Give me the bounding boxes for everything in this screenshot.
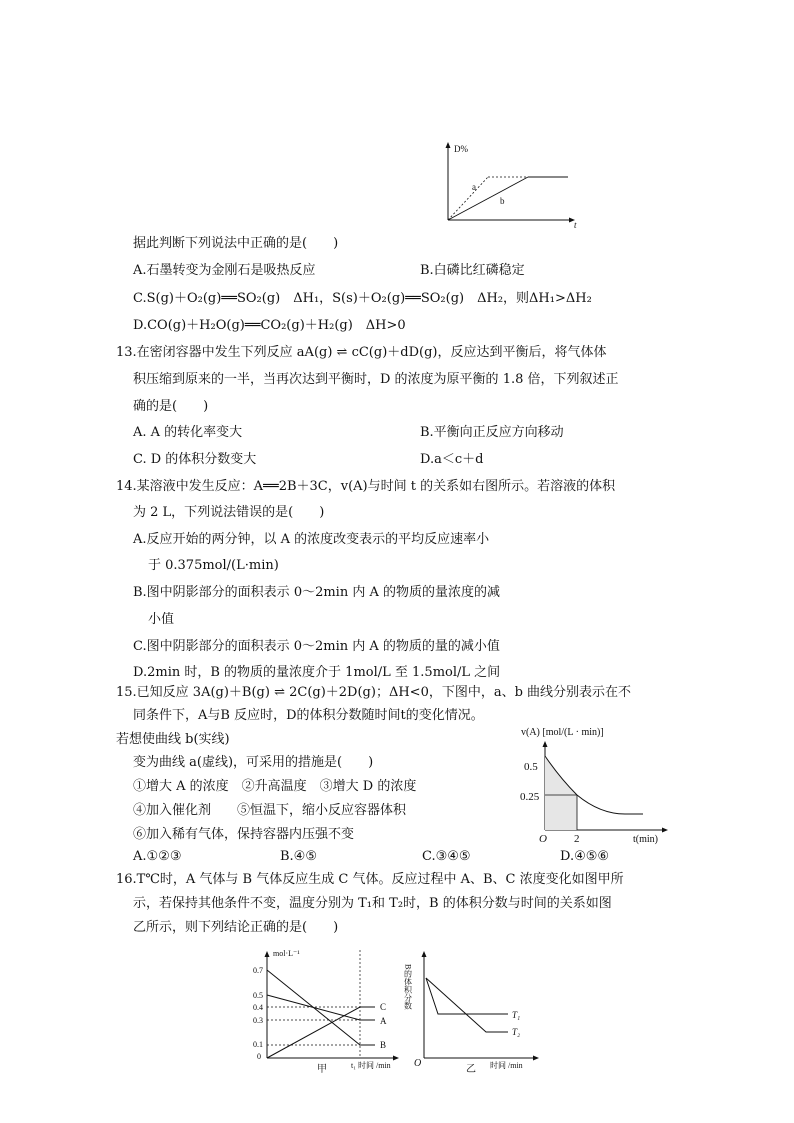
- d-percent-xlabel: t: [574, 220, 577, 230]
- curve-b: [448, 177, 528, 220]
- figure-rate-vs-time: [515, 722, 673, 846]
- q12-option-a: A.石墨转变为金刚石是吸热反应: [133, 263, 316, 278]
- q14-option-a-1: A.反应开始的两分钟，以 A 的浓度改变表示的平均反应速率小: [133, 532, 490, 547]
- figure-d-percent: [440, 140, 580, 230]
- q14-stem-2: 为 2 L，下列说法错误的是( ): [133, 505, 325, 520]
- q12-option-c: C.S(g)＋O₂(g)══SO₂(g) ΔH₁，S(s)＋O₂(g)══SO₂(g) ΔH₂，则ΔH₁>ΔH₂: [133, 291, 592, 306]
- jia-label-a: A: [380, 1016, 387, 1026]
- q12-option-d: D.CO(g)＋H₂O(g)══CO₂(g)＋H₂(g) ΔH>0: [133, 318, 406, 333]
- q15-choice-row-2: ④加入催化剂 ⑤恒温下，缩小反应容器体积: [133, 803, 407, 818]
- rate-xlabel: t(min): [633, 834, 658, 845]
- q15-choice-row-1: ①增大 A 的浓度 ②升高温度 ③增大 D 的浓度: [133, 779, 417, 794]
- q15-option-a: A.①②③: [133, 849, 182, 864]
- jia-tick-04: 0.4: [253, 1003, 263, 1012]
- jia-tick-03: 0.3: [253, 1016, 263, 1025]
- q14-option-d: D.2min 时，B 的物质的量浓度介于 1mol/L 至 1.5mol/L 之间: [133, 665, 501, 680]
- rate-tick-05: 0.5: [524, 761, 538, 773]
- q13-option-b: B.平衡向正反应方向移动: [420, 425, 564, 440]
- curve-a-label: a: [472, 182, 476, 192]
- q15-choice-row-3: ⑥加入稀有气体，保持容器内压强不变: [133, 827, 355, 842]
- q14-option-b-2: 小值: [148, 612, 175, 627]
- jia-tick-0: 0: [257, 1052, 261, 1061]
- yi-curve-t1: [426, 978, 508, 1014]
- q13-option-c: C. D 的体积分数变大: [133, 452, 257, 467]
- q14-option-a-2: 于 0.375mol/(L·min): [148, 558, 279, 573]
- q12-option-b: B.白磷比红磷稳定: [420, 263, 525, 278]
- yi-origin: O: [414, 1058, 422, 1069]
- d-percent-ylabel: D%: [454, 144, 468, 154]
- curve-a: [448, 177, 488, 220]
- q15-option-b: B.④⑤: [280, 849, 317, 864]
- yi-curve-t2: [426, 978, 508, 1032]
- jia-tick-01: 0.1: [253, 1040, 263, 1049]
- q13-stem-2: 积压缩到原来的一半，当再次达到平衡时，D 的浓度为原平衡的 1.8 倍，下列叙述正: [133, 372, 619, 387]
- yi-label-t1: T₁: [512, 1010, 521, 1020]
- q15-stem-4: 变为曲线 a(虚线)，可采用的措施是( ): [133, 755, 374, 770]
- q12-prompt: 据此判断下列说法中正确的是( ): [133, 236, 339, 251]
- q13-stem-3: 确的是( ): [133, 399, 209, 414]
- rate-origin: O: [539, 833, 547, 845]
- jia-xlabel: t₁ 时间 /min: [351, 1061, 391, 1070]
- jia-label-c: C: [380, 1002, 387, 1012]
- q16-stem-1: 16.T℃时，A 气体与 B 气体反应生成 C 气体。反应过程中 A、B、C 浓度变化如图甲所: [116, 872, 624, 887]
- figure-jia-concentration: [253, 942, 405, 1074]
- jia-tick-07: 0.7: [253, 966, 263, 975]
- q13-stem-1: 13.在密闭容器中发生下列反应 aA(g) ⇌ cC(g)＋dD(g)，反应达到平衡后，将气体体: [116, 345, 607, 360]
- q14-option-b-1: B.图中阴影部分的面积表示 0～2min 内 A 的物质的量浓度的减: [133, 585, 501, 600]
- q15-option-d: D.④⑤⑥: [560, 849, 610, 864]
- q13-option-a: A. A 的转化率变大: [133, 425, 243, 440]
- jia-ylabel: mol·L⁻¹: [273, 949, 300, 958]
- q16-stem-3: 乙所示，则下列结论正确的是( ): [133, 920, 339, 935]
- jia-curve-c: [267, 1007, 375, 1058]
- jia-label-b: B: [380, 1040, 387, 1050]
- q14-stem-1: 14.某溶液中发生反应：A══2B＋3C，v(A)与时间 t 的关系如右图所示。若溶液的体积: [116, 479, 616, 494]
- rate-tick-2: 2: [574, 833, 580, 845]
- q14-option-c: C.图中阴影部分的面积表示 0～2min 内 A 的物质的量的减小值: [133, 639, 500, 654]
- q15-option-c: C.③④⑤: [422, 849, 471, 864]
- q15-stem-1: 15.已知反应 3A(g)＋B(g) ⇌ 2C(g)＋2D(g)；ΔH<0，下图中，a、b 曲线分别表示在不: [116, 685, 632, 700]
- q15-stem-2: 同条件下，A与B 反应时，D的体积分数随时间t的变化情况。: [133, 708, 484, 723]
- yi-ylabel: B的体积分数: [403, 964, 413, 1010]
- curve-b-label: b: [500, 196, 505, 206]
- q15-stem-3: 若想使曲线 b(实线): [116, 732, 230, 747]
- rate-ylabel: v(A) [mol/(L · min)]: [521, 727, 604, 738]
- yi-label-t2: T₂: [512, 1027, 521, 1037]
- rate-tick-025: 0.25: [520, 791, 540, 803]
- jia-tick-05: 0.5: [253, 991, 263, 1000]
- q16-stem-2: 示，若保持其他条件不变，温度分别为 T₁和 T₂时，B 的体积分数与时间的关系如图: [133, 896, 612, 911]
- figure-yi-volume-fraction: [403, 942, 548, 1075]
- yi-caption: 乙: [466, 1064, 476, 1075]
- q13-option-d: D.a＜c＋d: [420, 452, 484, 467]
- yi-xlabel: 时间 /min: [490, 1061, 523, 1070]
- jia-caption: 甲: [317, 1064, 327, 1075]
